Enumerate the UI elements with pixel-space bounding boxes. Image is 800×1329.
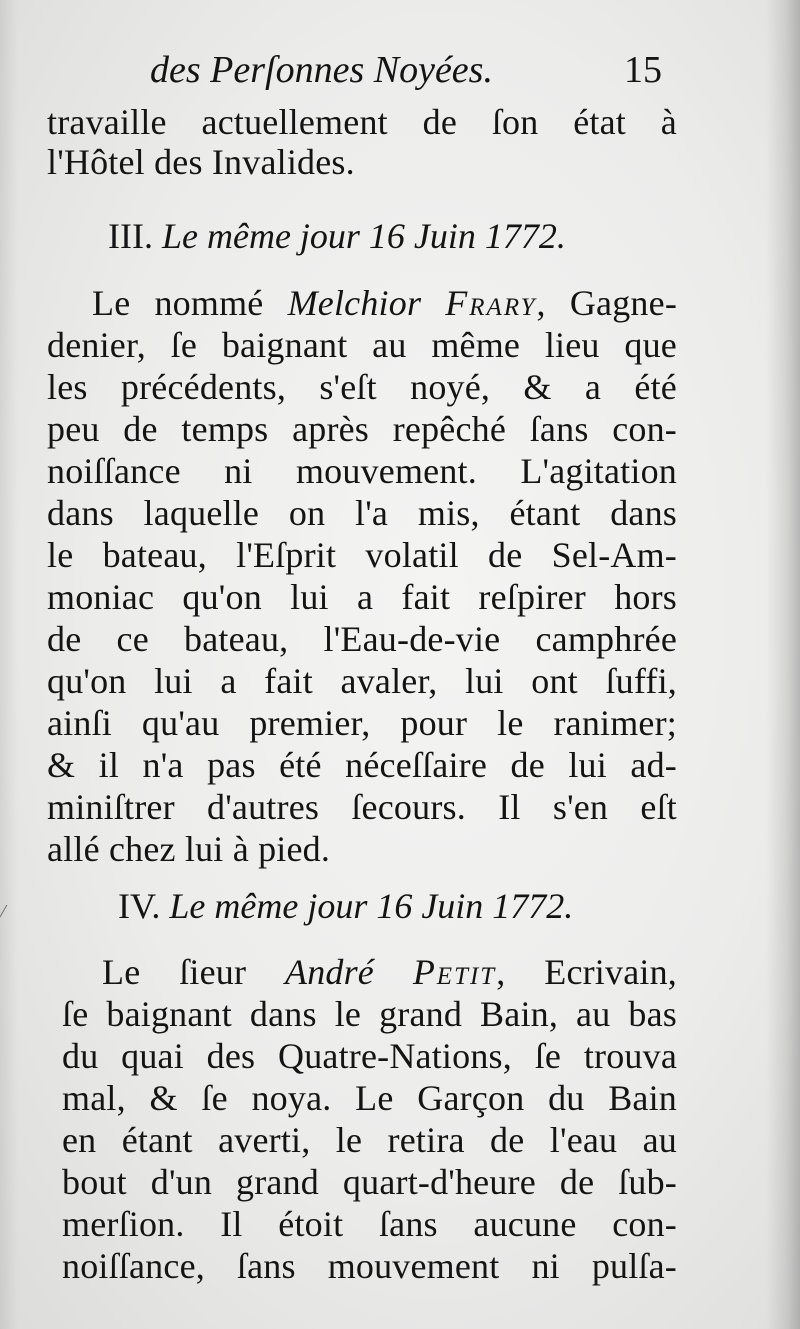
text-line: en étant averti, le retira de l'eau au [62, 1120, 677, 1160]
text-line: travaille actuellement de ſon état à [47, 102, 677, 142]
text-line: mal, & ſe noya. Le Garçon du Bain [62, 1078, 677, 1118]
text-line: ſe baignant dans le grand Bain, au bas [62, 994, 677, 1034]
person-given-name: Melchior [287, 283, 446, 323]
running-head-title: des Perſonnes Noyées. [150, 49, 493, 91]
line-prefix: Le nommé [92, 283, 288, 323]
line-suffix: , Ecrivain, [496, 952, 677, 992]
section-date: Le même jour 16 Juin 1772. [169, 886, 574, 926]
line-suffix: , Gagne- [536, 283, 678, 323]
text-line: noiſſance ni mouvement. L'agitation [47, 451, 677, 491]
section-heading-iii [108, 216, 566, 256]
text-line: bout d'un grand quart-d'heure de ſub- [62, 1162, 677, 1202]
text-line: moniac qu'on lui a fait reſpirer hors [47, 577, 677, 617]
text-line-with-name [102, 952, 677, 992]
section-date: Le même jour 16 Juin 1772. [161, 216, 566, 256]
text-line: de ce bateau, l'Eau-de-vie camphrée [47, 619, 677, 659]
text-line: merſion. Il étoit ſans aucune con- [62, 1204, 677, 1244]
text-line: le bateau, l'Eſprit volatil de Sel-Am- [47, 535, 677, 575]
text-line: noiſſance, ſans mouvement ni pulſa- [62, 1246, 677, 1286]
text-line: dans laquelle on l'a mis, étant dans [47, 493, 677, 533]
page-gutter-shadow [0, 0, 18, 1329]
person-surname: Petit [412, 952, 497, 992]
text-line: miniſtrer d'autres ſecours. Il s'en eſt [47, 787, 677, 827]
text-line: ainſi qu'au premier, pour le ranimer; [47, 703, 677, 743]
text-line-with-name [92, 283, 677, 323]
text-line: du quai des Quatre-Nations, ſe trouva [62, 1036, 677, 1076]
person-given-name: André [285, 952, 413, 992]
section-number: III. [108, 216, 153, 256]
running-head [150, 48, 670, 92]
text-line: denier, ſe baignant au même lieu que [47, 325, 677, 365]
page-edge-shadow [766, 0, 800, 1329]
text-line: qu'on lui a fait avaler, lui ont ſuffi, [47, 661, 677, 701]
text-line: les précédents, s'eſt noyé, & a été [47, 367, 677, 407]
text-line: peu de temps après repêché ſans con- [47, 409, 677, 449]
text-line: allé chez lui à pied. [47, 829, 331, 869]
page-number: 15 [624, 49, 662, 91]
section-heading-iv [118, 886, 573, 926]
text-line: l'Hôtel des Invalides. [47, 142, 355, 182]
section-number: IV. [118, 886, 161, 926]
text-line: & il n'a pas été néceſſaire de lui ad- [47, 745, 677, 785]
line-prefix: Le ſieur [102, 952, 285, 992]
person-surname: Frary [445, 283, 537, 323]
